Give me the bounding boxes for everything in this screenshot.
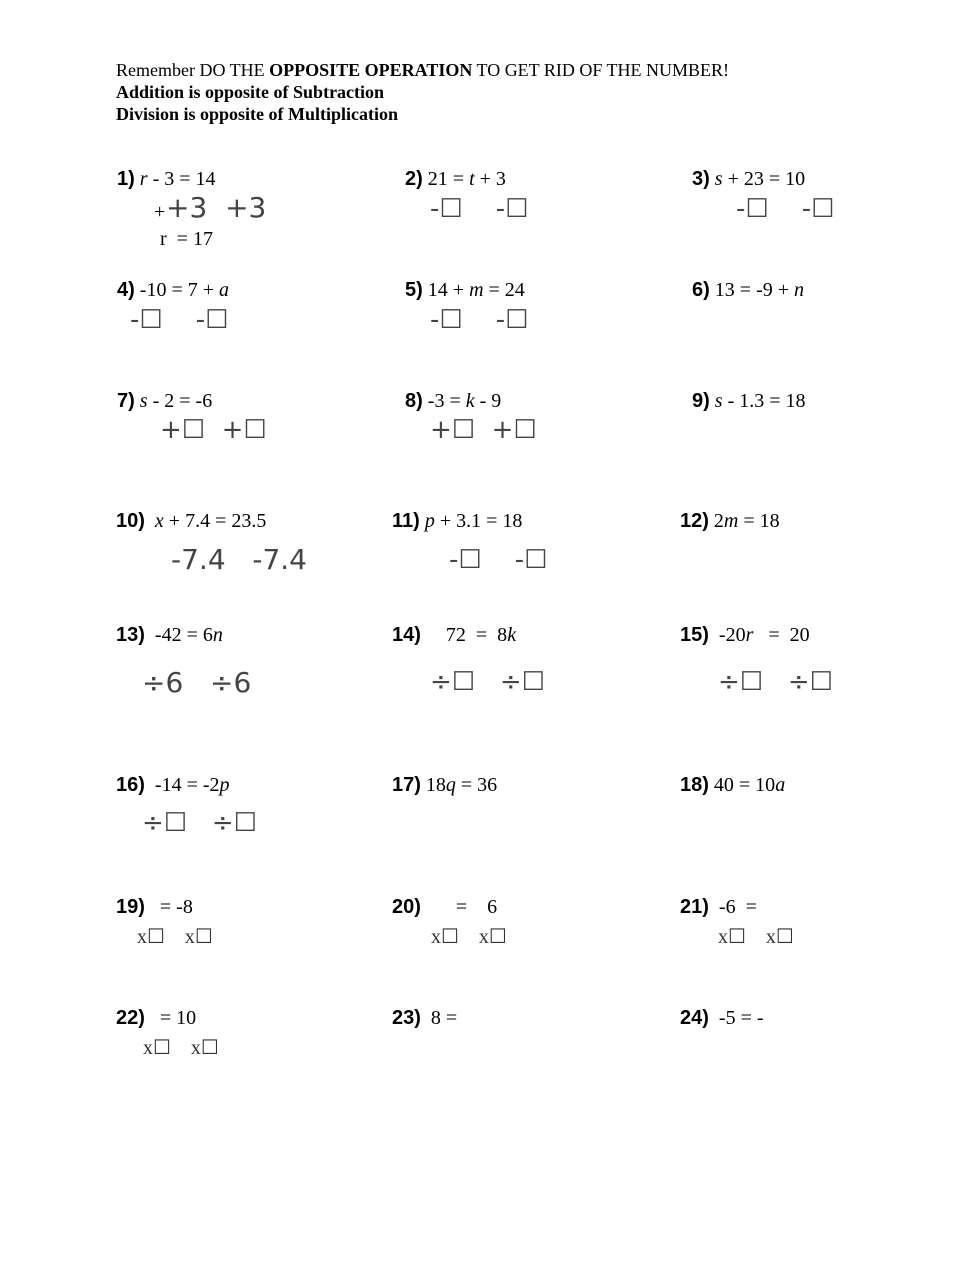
problem-17: 17) 18q = 36 [392,774,498,796]
problem-3: 3) s + 23 = 10 [692,168,806,190]
problem-1: 1) r - 3 = 14 [117,168,216,190]
problem-23: 23) 8 = [392,1007,458,1029]
problem-19-work: x☐ x☐ [137,926,213,948]
problem-1-answer: r = 17 [160,228,213,250]
problem-14: 14) 72 = 8k [392,624,517,646]
problem-9: 9) s - 1.3 = 18 [692,390,806,412]
problem-16-work: ÷☐ ÷☐ [142,808,257,838]
problem-20-work: x☐ x☐ [431,926,507,948]
problem-21: 21) -6 = [680,896,757,918]
problem-5: 5) 14 + m = 24 [405,279,525,301]
problem-24: 24) -5 = - [680,1007,764,1029]
problem-4: 4) -10 = 7 + a [117,279,230,301]
problem-13-work: ÷6 ÷6 [142,666,252,699]
problem-8: 8) -3 = k - 9 [405,390,502,412]
problem-4-work: -☐ -☐ [130,305,229,335]
problem-11-work: -☐ -☐ [449,545,548,575]
problem-13: 13) -42 = 6n [116,624,223,646]
problem-11: 11) p + 3.1 = 18 [392,510,523,532]
problem-7-work: +☐ +☐ [160,415,267,445]
instruction-line-1: Remember DO THE OPPOSITE OPERATION TO GET RID OF THE NUMBER! [116,60,730,80]
problem-18: 18) 40 = 10a [680,774,786,796]
problem-3-work: -☐ -☐ [736,194,835,224]
problem-12: 12) 2m = 18 [680,510,780,532]
problem-19: 19) = -8 [116,896,193,918]
problem-8-work: +☐ +☐ [430,415,537,445]
problem-22: 22) = 10 [116,1007,197,1029]
problem-16: 16) -14 = -2p [116,774,230,796]
problem-15: 15) -20r = 20 [680,624,810,646]
problem-20: 20) = 6 [392,896,498,918]
problem-15-work: ÷☐ ÷☐ [718,667,833,697]
problem-1-work-prefix: + [154,201,166,223]
problem-7: 7) s - 2 = -6 [117,390,213,412]
instruction-line-2: Addition is opposite of Subtraction [116,82,385,102]
problem-5-work: -☐ -☐ [430,305,529,335]
problem-10-work: -7.4 -7.4 [171,543,307,576]
problem-21-work: x☐ x☐ [718,926,794,948]
problem-2: 2) 21 = t + 3 [405,168,506,190]
problem-2-work: -☐ -☐ [430,194,529,224]
problem-22-work: x☐ x☐ [143,1037,219,1059]
problem-6: 6) 13 = -9 + n [692,279,805,301]
problem-14-work: ÷☐ ÷☐ [430,667,545,697]
instruction-line-3: Division is opposite of Multiplication [116,104,399,124]
problem-1-work: +3 +3 [166,191,267,224]
problem-10: 10) x + 7.4 = 23.5 [116,510,267,532]
